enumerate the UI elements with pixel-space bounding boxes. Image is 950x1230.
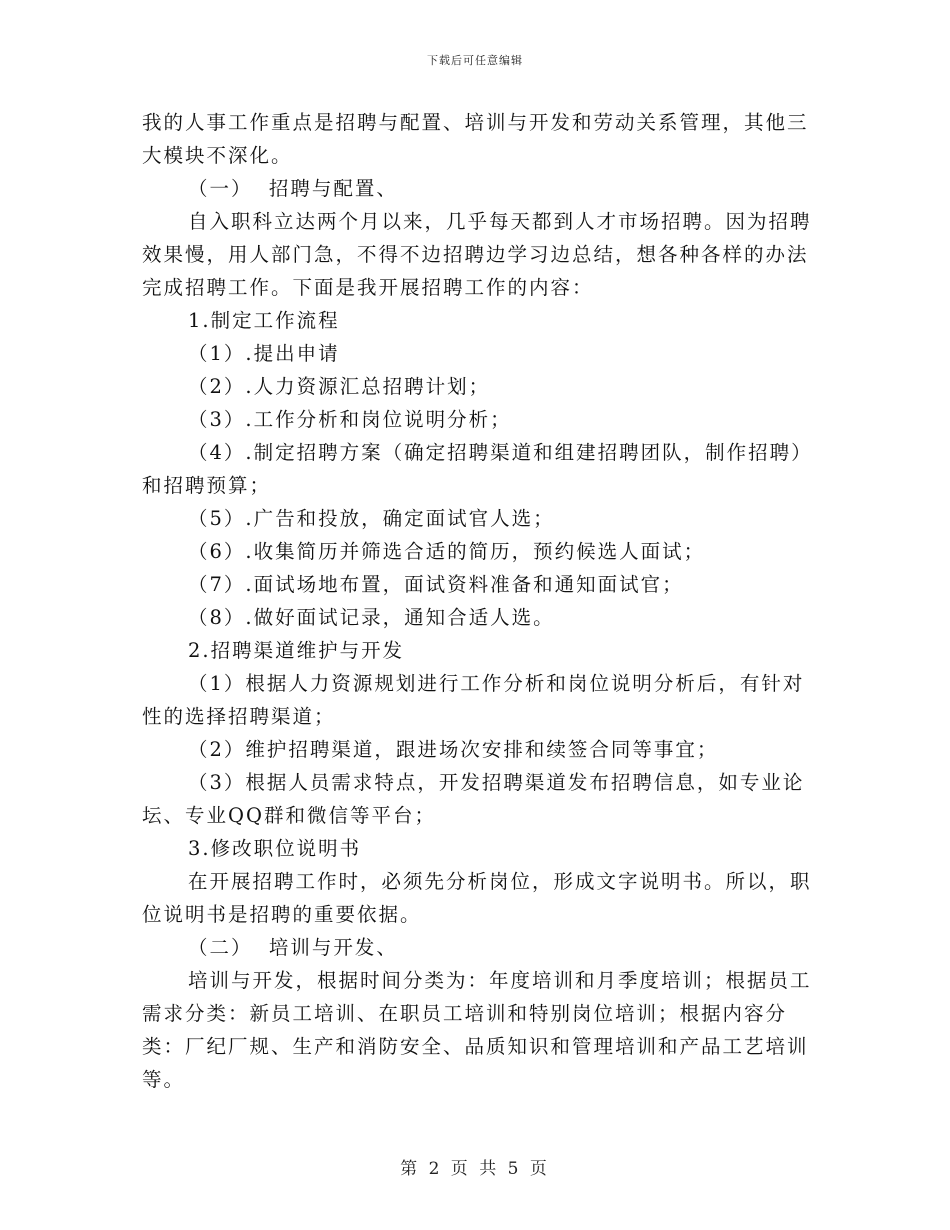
list-item: （5）.广告和投放，确定面试官人选；: [188, 507, 555, 530]
list-item: （1）根据人力资源规划进行工作分析和岗位说明分析后，有针对性的选择招聘渠道；: [142, 672, 805, 728]
document-body: [142, 106, 812, 1096]
list-item: （4）.制定招聘方案（确定招聘渠道和组建招聘团队，制作招聘）和招聘预算；: [142, 441, 803, 497]
subsection-heading: 1.制定工作流程: [188, 309, 340, 332]
list-item: （6）.收集简历并筛选合适的简历，预约候选人面试；: [188, 540, 706, 563]
subsection-heading: 3.修改职位说明书: [188, 837, 362, 860]
page-header: 下载后可任意编辑: [427, 54, 523, 67]
list-item: （8）.做好面试记录，通知合适人选。: [188, 606, 555, 629]
list-item: （1）.提出申请: [188, 342, 340, 365]
list-item: （3）根据人员需求特点，开发招聘渠道发布招聘信息，如专业论坛、专业QQ群和微信等平台；: [142, 771, 805, 827]
paragraph: 自入职科立达两个月以来，几乎每天都到人才市场招聘。因为招聘效果慢，用人部门急，不得不边招聘边学习边总结，想各种各样的办法完成招聘工作。下面是我开展招聘工作的内容：: [142, 210, 812, 299]
paragraph: 我的人事工作重点是招聘与配置、培训与开发和劳动关系管理，其他三大模块不深化。: [142, 111, 809, 167]
paragraph: 培训与开发，根据时间分类为：年度培训和月季度培训；根据员工需求分类：新员工培训、在职员工培训和特别岗位培训；根据内容分类：厂纪厂规、生产和消防安全、品质知识和管理培训和产品工艺培训等。: [142, 969, 812, 1091]
section-heading: （一） 招聘与配置、: [188, 177, 398, 200]
list-item: （2）.人力资源汇总招聘计划；: [188, 375, 491, 398]
page-number: 第 2 页 共 5 页: [400, 1159, 550, 1179]
list-item: （2）维护招聘渠道，跟进场次安排和续签合同等事宜；: [188, 738, 719, 761]
list-item: （7）.面试场地布置，面试资料准备和通知面试官；: [188, 573, 684, 596]
subsection-heading: 2.招聘渠道维护与开发: [188, 639, 405, 662]
list-item: （3）.工作分析和岗位说明分析；: [188, 408, 512, 431]
paragraph: 在开展招聘工作时，必须先分析岗位，形成文字说明书。所以，职位说明书是招聘的重要依据。: [142, 870, 812, 926]
section-heading: （二） 培训与开发、: [188, 936, 398, 959]
